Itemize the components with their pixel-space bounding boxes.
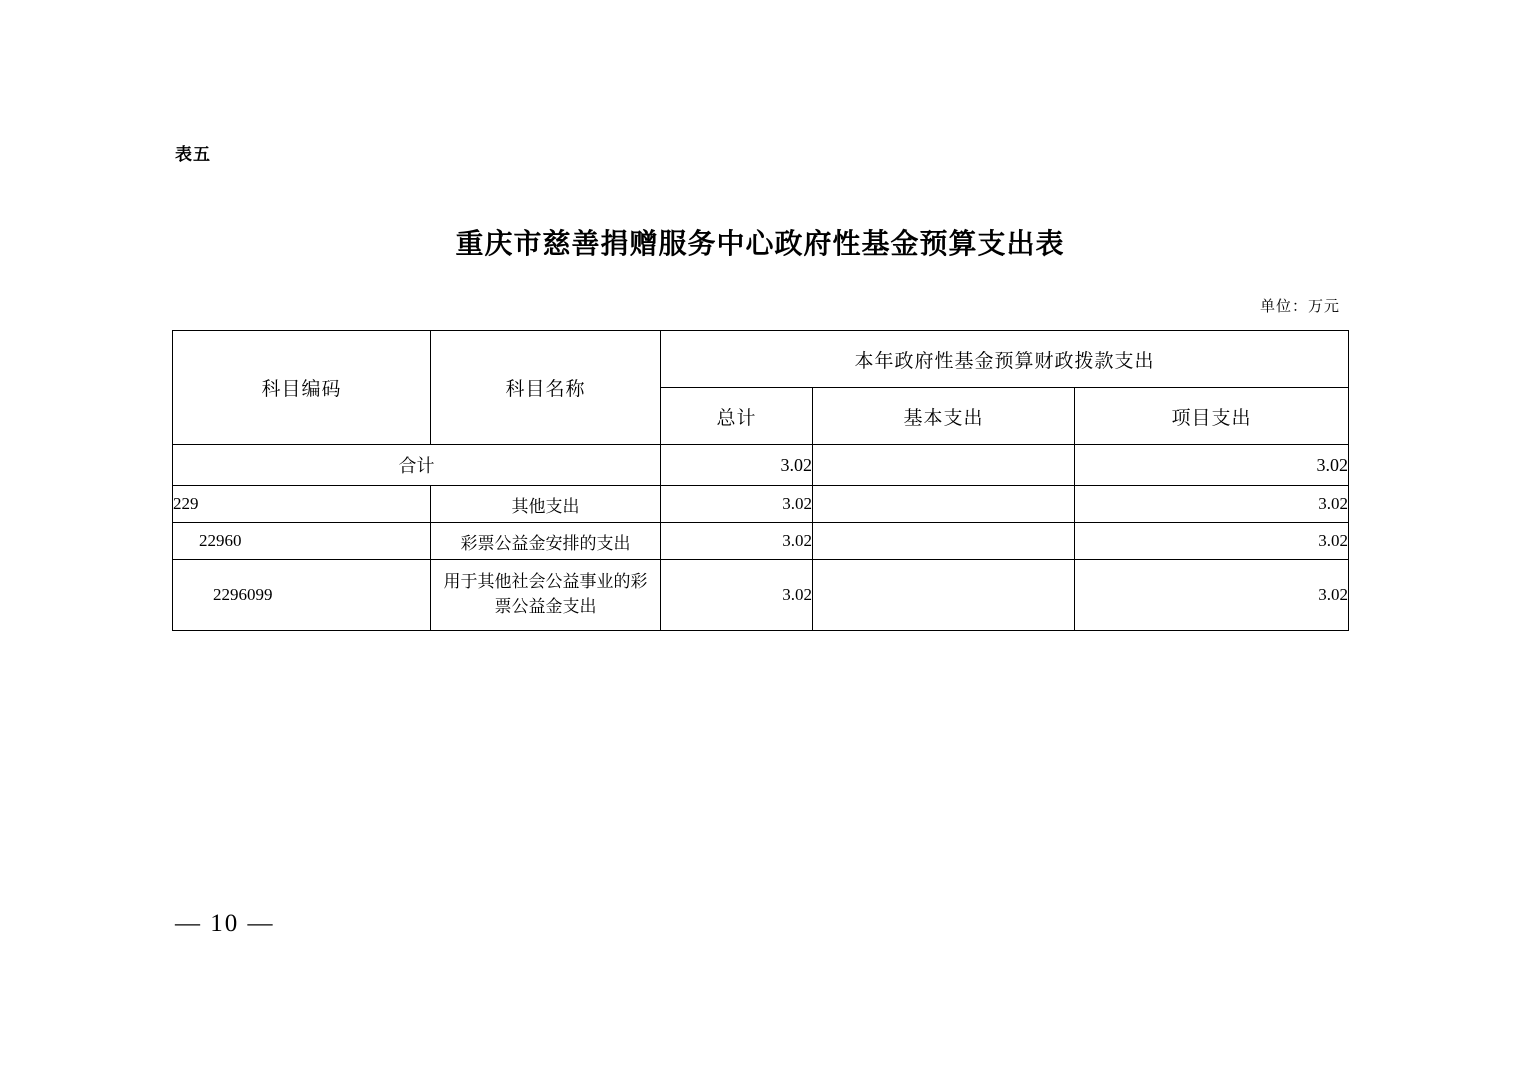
row-total: 3.02 xyxy=(661,523,813,560)
total-row-label: 合计 xyxy=(173,445,661,486)
page-title: 重庆市慈善捐赠服务中心政府性基金预算支出表 xyxy=(455,229,1065,260)
budget-table xyxy=(172,330,1349,631)
column-header-total: 总计 xyxy=(661,388,813,445)
row-basic xyxy=(813,523,1075,560)
table-row xyxy=(173,486,1349,523)
row-name: 其他支出 xyxy=(431,486,661,523)
total-row-total: 3.02 xyxy=(661,445,813,486)
table-row-total xyxy=(173,445,1349,486)
unit-note: 单位：万元 xyxy=(1259,298,1340,315)
row-name: 用于其他社会公益事业的彩票公益金支出 xyxy=(431,560,661,631)
column-header-name: 科目名称 xyxy=(431,331,661,445)
row-total: 3.02 xyxy=(661,486,813,523)
row-project: 3.02 xyxy=(1075,523,1349,560)
column-header-basic: 基本支出 xyxy=(813,388,1075,445)
row-project: 3.02 xyxy=(1075,560,1349,631)
row-code: 229 xyxy=(173,486,431,523)
row-name: 彩票公益金安排的支出 xyxy=(431,523,661,560)
table-row xyxy=(173,523,1349,560)
page-number: — 10 — xyxy=(175,910,275,937)
row-project: 3.02 xyxy=(1075,486,1349,523)
total-row-basic xyxy=(813,445,1075,486)
column-header-group: 本年政府性基金预算财政拨款支出 xyxy=(661,331,1349,388)
row-basic xyxy=(813,486,1075,523)
row-code: 22960 xyxy=(173,523,431,560)
row-basic xyxy=(813,560,1075,631)
row-code: 2296099 xyxy=(173,560,431,631)
table-label: 表五 xyxy=(175,145,211,164)
column-header-code: 科目编码 xyxy=(173,331,431,445)
table-row xyxy=(173,560,1349,631)
column-header-project: 项目支出 xyxy=(1075,388,1349,445)
row-total: 3.02 xyxy=(661,560,813,631)
total-row-project: 3.02 xyxy=(1075,445,1349,486)
